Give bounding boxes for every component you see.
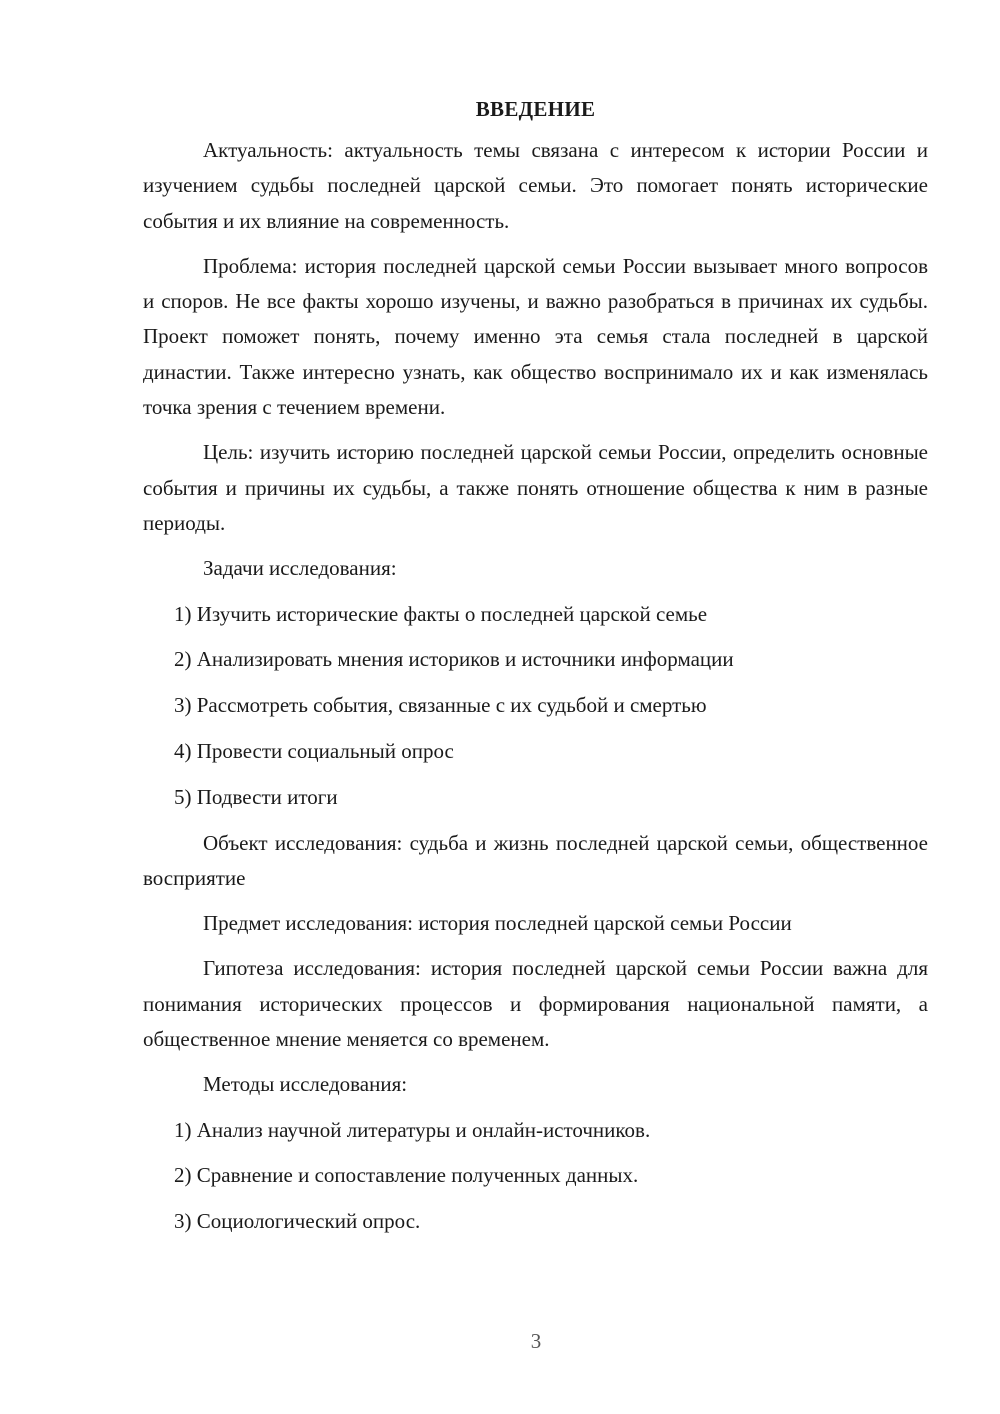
problem-paragraph: Проблема: история последней царской семьи России вызывает много вопросов и споров. Не все факты хорошо изучены, и важно разобраться в причинах их судьбы. Проект поможет понять, почему именно эта семья стала последней в царской династии. Также интересно узнать, как общество воспринимало их и как изменялась точка зрения с течением времени.	[143, 253, 928, 420]
list-item: 5) Подвести итоги	[174, 784, 338, 809]
list-item: 4) Провести социальный опрос	[174, 738, 454, 763]
object-paragraph: Объект исследования: судьба и жизнь последней царской семьи, общественное восприятие	[143, 830, 928, 890]
list-item: 3) Социологический опрос.	[174, 1209, 421, 1234]
subject-paragraph: Предмет исследования: история последней царской семьи России	[203, 911, 792, 936]
relevance-paragraph: Актуальность: актуальность темы связана с интересом к истории России и изучением судьбы последней царской семьи. Это помогает понять исторические события и их влияние на современность.	[143, 138, 928, 233]
tasks-list	[143, 597, 928, 815]
page-title: ВВЕДЕНИЕ	[475, 97, 596, 121]
hypothesis-paragraph: Гипотеза исследования: история последней царской семьи России важна для понимания исторических процессов и формирования национальной памяти, а общественное мнение меняется со временем.	[143, 956, 928, 1052]
list-item: 2) Сравнение и сопоставление полученных данных.	[174, 1163, 639, 1188]
document-page	[143, 92, 928, 1250]
tasks-heading: Задачи исследования:	[203, 556, 397, 581]
methods-heading: Методы исследования:	[203, 1072, 408, 1097]
list-item: 1) Изучить исторические факты о последней царской семье	[174, 601, 708, 626]
list-item: 2) Анализировать мнения историков и источники информации	[174, 647, 734, 672]
methods-list	[143, 1113, 928, 1240]
goal-paragraph: Цель: изучить историю последней царской семьи России, определить основные события и причины их судьбы, а также понять отношение общества к ним в разные периоды.	[143, 440, 928, 535]
list-item: 3) Рассмотреть события, связанные с их судьбой и смертью	[174, 693, 707, 718]
list-item: 1) Анализ научной литературы и онлайн-источников.	[174, 1117, 651, 1142]
page-number: 3	[530, 1329, 542, 1353]
